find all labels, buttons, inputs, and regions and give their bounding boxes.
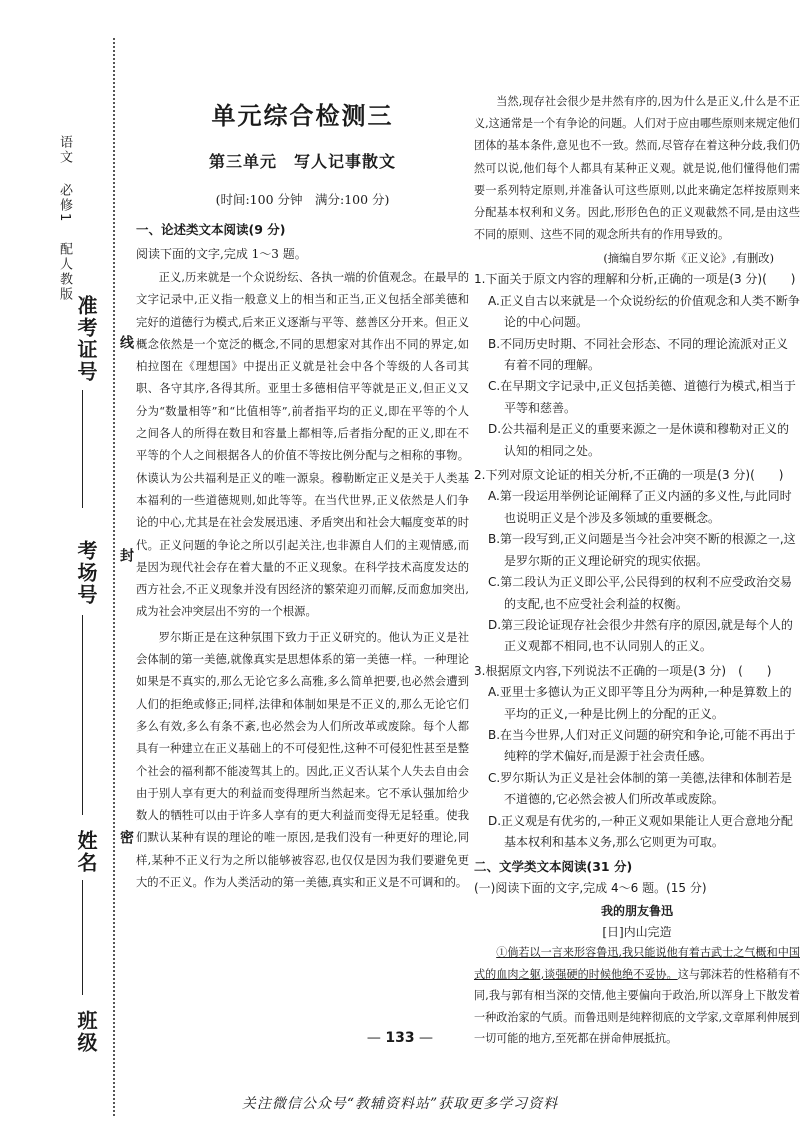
option-c[interactable]: C.第二段认为正义即公平,公民得到的权利不应受政治交易的支配,也不应受社会利益的权衡。 xyxy=(488,575,793,611)
field-label-class: 班级 xyxy=(74,1010,98,1054)
field-label-name: 姓名 xyxy=(74,830,98,874)
section2-heading: 二、文学类文本阅读(31 分) xyxy=(474,859,633,875)
passage-title: 我的朋友鲁迅 xyxy=(600,904,673,919)
underlined-sentence: ①倘若以一言来形容鲁迅,我只能说他有着古武士之气概和中国式的血肉之躯,谈强硬的时候他绝不妥协。 xyxy=(474,946,800,981)
unit-subtitle: 第三单元 写人记事散文 xyxy=(208,152,396,171)
spine-edition: 配人教版 xyxy=(57,241,72,302)
time-info: (时间:100 分钟 满分:100 分) xyxy=(215,192,390,207)
spine-subject: 语文 xyxy=(57,135,72,165)
page-number-value: 133 xyxy=(385,1030,415,1046)
spine-label xyxy=(55,135,74,314)
question-stem: 1.下面关于原文内容的理解和分析,正确的一项是(3 分)( ) xyxy=(474,272,796,287)
option-c[interactable]: C.在早期文字记录中,正义包括美德、道德行为模式,相当于平等和慈善。 xyxy=(488,379,796,415)
binding-dotted-line xyxy=(113,38,115,1116)
question-stem: 3.根据原文内容,下列说法不正确的一项是(3 分) ( ) xyxy=(474,663,772,678)
option-b[interactable]: B.第一段写到,正义问题是当今社会冲突不断的根源之一,这是罗尔斯的正义理论研究的现实依据。 xyxy=(488,532,796,568)
page-number: — 133 — xyxy=(366,1030,434,1046)
section1-heading: 一、论述类文本阅读(9 分) xyxy=(136,222,286,237)
page-title: 单元综合检测三 xyxy=(211,102,394,130)
seal-word-seal: 封 xyxy=(118,548,134,562)
option-a[interactable]: A.亚里士多德认为正义即平等且分为两种,一种是算数上的平均的正义,一种是比例上的分配的正义。 xyxy=(488,685,792,721)
field-line-room[interactable] xyxy=(82,615,83,815)
passage-paragraph: 正义,历来就是一个众说纷纭、各执一端的价值观念。在最早的文字记录中,正义指一般意义上的相当和正当,正义包括全部美德和完好的道德行为模式,后来正义逐渐与平等、慈善区分开来。但正义概念依然是一个宽泛的概念,不同的思想家对其作出不同的界定,如柏拉图在《理想国》中提出正义就是社会中各个等级的人各司其职、各守其序,各得其所。亚里士多德相信平等就是正义,但正义又分为“数量相等”和“比值相等”,前者指平均的正义,即在平等的个人之间各人的所得在数目和容量上都相等,后者指分配的正义,即在不平等的个人之间根据各人的价值不等按比例分配与之相称的事物。休谟认为公共福利是正义的唯一源泉。穆勒断定正义是关于人类基本福利的一些道德规则,如此等等。在当代世界,正义依然是人们争论的中心,尤其是在社会发展迅速、矛盾突出和社会大幅度变革的时代。正义问题的争论之所以引起关注,也非源自人们的主观情感,而是因为现代社会存在着大量的不正义现象。在科学技术高度发达的西方社会,不正义现象并没有因经济的繁荣迎刃而解,反而愈加突出,成为社会冲突层出不穷的一个根源。 xyxy=(136,271,469,619)
option-b[interactable]: B.在当今世界,人们对正义问题的研究和争论,可能不再出于纯粹的学术偏好,而是源于社会责任感。 xyxy=(488,727,796,764)
field-label-exam-id: 准考证号 xyxy=(74,295,98,383)
passage-paragraph: 当然,现存社会很少是井然有序的,因为什么是正义,什么是不正义,这通常是一个有争论的问题。人们对于应由哪些原则来规定他们团体的基本条件,意见也不一致。然而,尽管存在着这种分歧,我们仍然可以说,他们每个人都具有某种正义观。就是说,他们懂得他们需要一系列特定原则,并准备认可这些原则,以此来确定怎样按原则来分配基本权利和义务。因此,形形色色的正义观截然不同,是由这些不同的原则、这些不同的观念所共有的作用导致的。 xyxy=(474,95,800,242)
source-citation: (摘编自罗尔斯《正义论》,有删改) xyxy=(603,252,774,266)
section1-instruction: 阅读下面的文字,完成 1～3 题。 xyxy=(136,247,307,261)
option-c[interactable]: C.罗尔斯认为正义是社会体制的第一美德,法律和体制若是不道德的,它必然会被人们所改革或废除。 xyxy=(488,770,793,807)
option-d[interactable]: D.公共福利是正义的重要来源之一是休谟和穆勒对正义的认知的相同之处。 xyxy=(488,422,790,458)
field-label-room: 考场号 xyxy=(74,540,98,606)
option-d[interactable]: D.正义观是有优劣的,一种正义观如果能让人更合意地分配基本权利和基本义务,那么它则更为可取。 xyxy=(488,813,793,849)
option-b[interactable]: B.不同历史时期、不同社会形态、不同的理论流派对正义有着不同的理解。 xyxy=(488,336,789,373)
footer-note: 关注微信公众号“教辅资料站”获取更多学习资料 xyxy=(241,1096,559,1112)
field-line-exam-id[interactable] xyxy=(82,390,83,508)
passage-paragraph: 罗尔斯正是在这种氛围下致力于正义研究的。他认为正义是社会体制的第一美德,就像真实是思想体系的第一美德一样。一种理论如果是不真实的,那么无论它多么高雅,多么简单把要,也必然会遭到人们的拒绝或修正;同样,法律和体制如果是不正义的,那么无论它们多么有效,多么有条不紊,也必然会为人们所改革或废除。每个人都具有一种建立在正义基础上的不可侵犯性,这种不可侵犯性甚至是整个社会的福利都不能凌驾其上的。因此,正义否认某个人失去自由会由于别人享有更大的利益而变得理所当然起来。它不承认强加给少数人的牺牲可以由于许多人享有的更大利益而变得无足轻重。使我们默认某种有误的理论的唯一原因,是我们没有一种更好的理论,同样,某种不正义行为之所以能够被容忍,也仅仅是因为我们要避免更大的不正义。作为人类活动的第一美德,真实和正义是不可调和的。 xyxy=(136,630,469,890)
right-column xyxy=(474,91,800,1050)
passage-author: [日]内山完造 xyxy=(602,925,672,940)
left-column xyxy=(136,96,469,894)
question-stem: 2.下列对原文论证的相关分析,不正确的一项是(3 分)( ) xyxy=(474,468,784,483)
option-a[interactable]: A.正义自古以来就是一个众说纷纭的价值观念和人类不断争论的中心问题。 xyxy=(488,293,800,330)
field-line-name[interactable] xyxy=(82,880,83,995)
subsection-instruction: (一)阅读下面的文字,完成 4～6 题。(15 分) xyxy=(474,881,707,896)
spine-volume: 必修1 xyxy=(57,183,72,224)
seal-word-secret: 密 xyxy=(118,830,134,844)
option-a[interactable]: A.第一段运用举例论证阐释了正义内涵的多义性,与此同时也说明正义是个涉及多领域的重要概念。 xyxy=(488,489,792,525)
seal-word-line: 线 xyxy=(118,335,134,349)
passage-text: 这与郭沫若的性格稍有不同,我与郭有相当深的交情,他主要偏向于政治,所以浑身上下散发着一种政治家的气质。而鲁迅则是纯粹彻底的文学家,文章犀利伸展到一切可能的地方,至死都在拼命伸展抵抗。 xyxy=(474,967,800,1046)
option-d[interactable]: D.第三段论证现存社会很少井然有序的原因,就是每个人的正义观都不相同,也不认同别人的正义。 xyxy=(488,617,793,654)
